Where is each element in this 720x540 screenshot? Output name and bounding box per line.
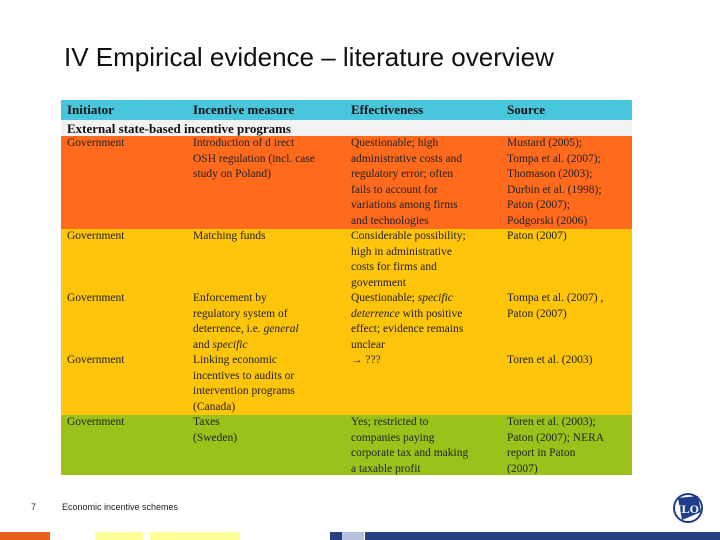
cell-line: report in Paton [507,447,576,459]
cell-line: Taxes [193,416,220,428]
effectiveness-cell [351,353,501,369]
cell-line: Paton (2007) [507,230,567,242]
cell-line: Matching funds [193,230,266,242]
table-row [61,229,632,291]
incentive-measure-cell [193,136,343,183]
source-cell [507,136,629,229]
bottom-bar-blue [342,532,364,540]
cell-line: Mustard (2005); [507,137,583,149]
footer-label: Economic incentive schemes [62,502,179,512]
incentive-measure-cell [193,291,343,353]
bottom-bar-yellow-2 [150,532,240,540]
source-cell [507,353,629,369]
incentive-measure-cell [193,353,343,415]
initiator-cell: Government [67,292,125,304]
literature-table [61,100,632,475]
cell-line: → ??? [351,354,381,366]
cell-line: regulatory system of [193,307,288,320]
cell-line: costs for firms and [351,261,437,273]
effectiveness-cell [351,136,501,229]
cell-line: and technologies [351,214,429,227]
column-header: Incentive measure [193,102,295,117]
cell-line: Questionable; specific [351,292,453,304]
bottom-bar-yellow [95,532,143,540]
table-header-row [61,100,632,120]
cell-line: high in administrative [351,245,452,258]
cell-line: Paton (2007) [507,307,567,320]
cell-line: fails to account for [351,183,438,196]
effectiveness-cell [351,229,501,291]
cell-line: (2007) [507,462,538,475]
cell-line: effect; evidence remains [351,323,464,335]
cell-line: Thomason (2003); [507,168,593,180]
effectiveness-cell [351,415,501,477]
cell-line: (Sweden) [193,431,238,444]
cell-line: Podgorski (2006) [507,214,588,227]
cell-line: incentives to audits or [193,369,295,382]
initiator-cell: Government [67,230,125,242]
cell-line: deterrence, i.e. general [193,323,299,335]
cell-line: corporate tax and making [351,447,469,459]
column-header: Source [507,102,546,117]
cell-line: a taxable profit [351,462,421,475]
section-label-row [61,120,632,136]
bottom-bar-navy-2 [365,532,720,540]
cell-line: OSH regulation (incl. case [193,152,315,165]
initiator-cell: Government [67,416,125,428]
bottom-bar-navy [330,532,342,540]
cell-line: (Canada) [193,400,236,413]
initiator-cell: Government [67,137,125,149]
cell-line: variations among firms [351,199,458,211]
source-cell [507,415,629,477]
table-row [61,353,632,415]
cell-line: study on Poland) [193,168,271,180]
cell-line: Toren et al. (2003) [507,354,593,366]
cell-line: regulatory error; often [351,168,454,180]
cell-line: companies paying [351,431,435,444]
slide-title: IV Empirical evidence – literature overview [64,42,554,72]
logo-text: ILO [676,502,700,516]
cell-line: Paton (2007); [507,199,570,211]
cell-line: Paton (2007); NERA [507,431,605,444]
cell-line: unclear [351,338,385,351]
cell-line: Tompa et al. (2007); [507,152,601,165]
effectiveness-cell [351,291,501,353]
cell-line: intervention programs [193,385,295,397]
cell-line: Considerable possibility; [351,230,466,242]
incentive-measure-cell [193,415,343,446]
cell-line: deterrence with positive [351,307,463,320]
cell-line: administrative costs and [351,152,463,165]
cell-line: and specific [193,338,248,351]
cell-line: Linking economic [193,354,277,366]
table-row [61,136,632,229]
cell-line: Introduction of d irect [193,137,295,149]
column-header: Effectiveness [351,102,424,117]
ilo-logo [668,490,708,526]
emphasis-text: specific [417,292,453,304]
incentive-measure-cell [193,229,343,245]
cell-line: Toren et al. (2003); [507,416,596,428]
initiator-cell: Government [67,354,125,366]
cell-line: Durbin et al. (1998); [507,183,602,196]
cell-line: Tompa et al. (2007) , [507,292,604,304]
emphasis-text: specific [212,338,248,351]
cell-line: Questionable; high [351,137,439,149]
column-header: Initiator [67,102,114,117]
section-label: External state-based incentive programs [67,121,291,136]
emphasis-text: deterrence [351,307,400,320]
emphasis-text: general [263,323,299,335]
bottom-bar-orange [0,532,50,540]
cell-line: Yes; restricted to [351,416,429,428]
source-cell [507,229,629,245]
cell-line: government [351,276,406,289]
page-number: 7 [31,502,37,512]
table-row [61,291,632,353]
table-row [61,415,632,475]
cell-line: Enforcement by [193,292,267,304]
source-cell [507,291,629,322]
